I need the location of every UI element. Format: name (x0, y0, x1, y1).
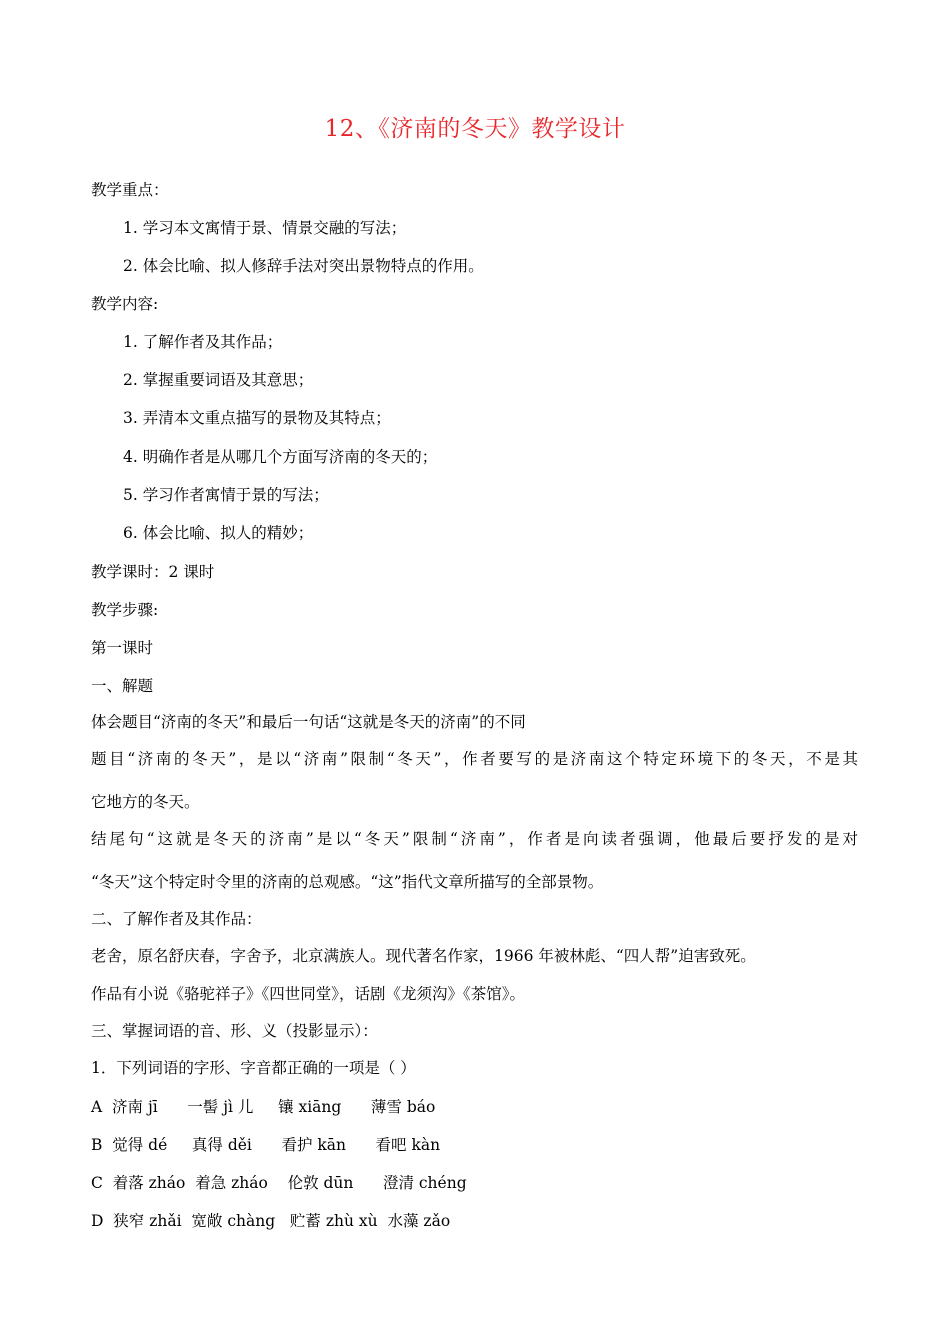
document-title: 12、《济南的冬天》教学设计 (324, 116, 626, 142)
content-heading: 教学内容: (91, 295, 159, 313)
question-option: B 觉得 dé 真得 děi 看护 kān 看吧 kàn (91, 1136, 441, 1154)
content-item: 5. 学习作者寓情于景的写法； (123, 486, 329, 504)
key-points-heading: 教学重点： (91, 181, 169, 199)
paragraph-line: 作品有小说《骆驼祥子》《四世同堂》，话剧《龙须沟》《茶馆》。 (91, 985, 526, 1003)
key-point-item: 2. 体会比喻、拟人修辞手法对突出景物特点的作用。 (123, 257, 484, 275)
content-item: 4. 明确作者是从哪几个方面写济南的冬天的； (123, 448, 438, 466)
section-one-heading: 一、解题 (91, 677, 154, 695)
content-item: 6. 体会比喻、拟人的精妙； (123, 524, 314, 542)
key-point-item: 1. 学习本文寓情于景、情景交融的写法； (123, 219, 407, 237)
teaching-hours: 教学课时：2 课时 (91, 563, 215, 581)
paragraph-line: 结尾句“这就是冬天的济南”是以“冬天”限制“济南”，作者是向读者强调，他最后要抒发的是对 (91, 830, 858, 848)
question-text: 1．下列词语的字形、字音都正确的一项是（ ） (91, 1059, 416, 1077)
paragraph-line: 它地方的冬天。 (91, 793, 200, 811)
content-item: 1. 了解作者及其作品； (123, 333, 283, 351)
section-two-heading: 二、了解作者及其作品： (91, 910, 262, 928)
question-option: A 济南 jī 一髻 jì 儿 镶 xiāng 薄雪 báo (91, 1098, 436, 1116)
question-option: D 狭窄 zhǎi 宽敞 chàng 贮蓄 zhù xù 水藻 zǎo (91, 1212, 451, 1230)
paragraph-line: 老舍，原名舒庆春，字舍予，北京满族人。现代著名作家，1966 年被林彪、“四人帮”迫害致死。 (91, 947, 756, 965)
section-three-heading: 三、掌握词语的音、形、义（投影显示）： (91, 1022, 378, 1040)
paragraph-line: 题目“济南的冬天”，是以“济南”限制“冬天”，作者要写的是济南这个特定环境下的冬天，不是其 (91, 750, 858, 768)
content-item: 3. 弄清本文重点描写的景物及其特点； (123, 409, 391, 427)
lesson-one-heading: 第一课时 (91, 639, 154, 657)
content-item: 2. 掌握重要词语及其意思； (123, 371, 314, 389)
paragraph-line: “冬天”这个特定时令里的济南的总观感。“这”指代文章所描写的全部景物。 (91, 873, 604, 891)
question-option: C 着落 zháo 着急 zháo 伦敦 dūn 澄清 chéng (91, 1174, 467, 1192)
steps-heading: 教学步骤: (91, 601, 159, 619)
paragraph-line: 体会题目“济南的冬天”和最后一句话“这就是冬天的济南”的不同 (91, 713, 526, 731)
